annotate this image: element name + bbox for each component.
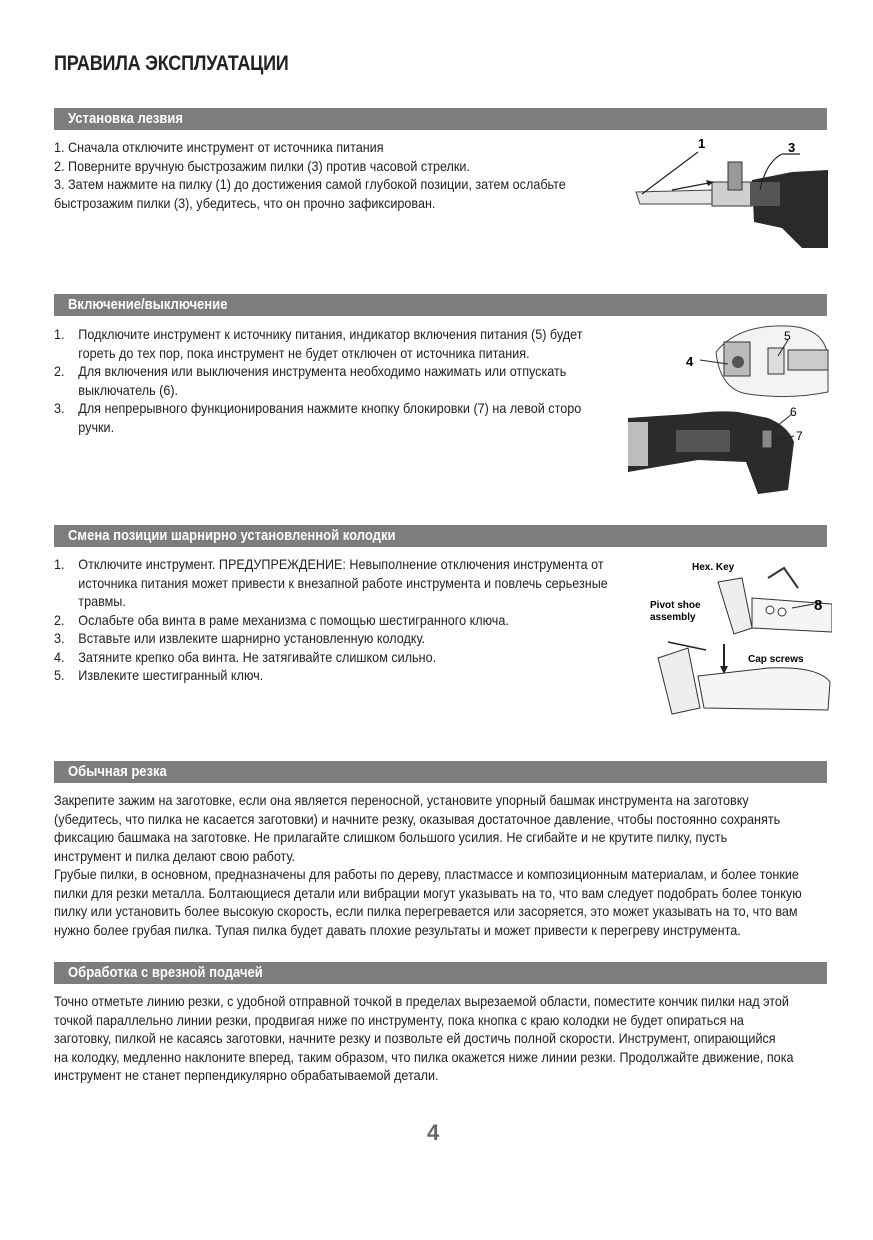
section-header-plunge-cutting [54,962,827,984]
text-line: фиксацию башмака на заготовке. Не прилагайте слишком большого усилия. Не сгибайте и не крутите пилку, пусть [54,829,728,845]
text-line: 1. Сначала отключите инструмент от источника питания [54,139,384,155]
text-line: инструмент и пилка делают свою работу. [54,847,296,864]
text-line: пилки для резки металла. Болтающиеся детали или вибрации могут указывать на то, что вам следует подобрать более тонкую [54,884,802,901]
list-item [54,648,608,667]
text-line: Точно отметьте линию резки, с удобной отправной точкой в пределах вырезаемой области, поместите кончик пилки над этой [54,993,789,1009]
section-heading: Обычная резка [68,764,167,780]
text-line: заготовку, пилкой не касаясь заготовки, начните резку и позвольте ей достичь полной скорости. Инструмент, опирающийся [54,1030,776,1046]
text-line: гореть до тех пор, пока инструмент не будет отключен от источника питания. [78,344,530,361]
text-line: ручки. [78,418,115,435]
figure-label: Pivot shoe [650,600,701,611]
list-number: 4. [54,648,65,665]
figure-label: Cap screws [748,654,804,665]
list-number: 2. [54,611,65,628]
section-body-normal-cutting [54,791,802,939]
section-heading: Обработка с врезной подачей [68,965,263,981]
figure-label: Hex. Key [692,562,735,573]
list-item [54,325,582,362]
list-number: 3. [54,400,65,416]
power-steps-list [54,325,582,436]
text-line: быстрозажим пилки (3), убедитесь, что он прочно зафиксирован. [54,194,436,211]
section-body-blade-install [54,138,566,212]
text-line: нужно более грубая пилка. Тупая пилка будет давать плохие результаты и может привести к перегреву инструмента. [54,921,741,938]
text-line: 2. Поверните вручную быстрозажим пилки (3) против часовой стрелки. [54,157,470,174]
text-line: 3. Затем нажмите на пилку (1) до достижения самой глубокой позиции, затем ослабьте [54,176,566,192]
pivot-shoe-illustration [648,558,832,718]
text-line: инструмент не станет перпендикулярно обрабатываемой детали. [54,1067,439,1083]
text-line: источника питания может привести к внезапной работе инструмента и повлечь серьезные [78,574,608,591]
section-header-power [54,294,827,316]
figure-label: 3 [788,140,796,155]
power-switch-illustration [628,322,830,494]
list-item [54,629,608,648]
list-number: 1. [54,326,65,342]
list-item [54,666,608,685]
text-line: на колодку, медленно наклоните вперед, таким образом, что пилка окажется ниже линии резки. Продолжайте движение, пока [54,1048,794,1065]
figure-label: 6 [790,405,797,419]
list-item [54,362,582,399]
figure-label: 1 [698,136,706,151]
figure-label: 5 [784,329,791,343]
list-number: 3. [54,630,65,646]
text-line: Для включения или выключения инструмента необходимо нажимать или отпускать [78,363,567,379]
pivot-shoe-steps-list [54,555,608,685]
list-item [54,555,608,611]
list-item [54,399,582,436]
blade-install-illustration [632,132,830,254]
text-line: Затяните крепко оба винта. Не затягивайте слишком сильно. [78,648,437,665]
text-line: Отключите инструмент. ПРЕДУПРЕЖДЕНИЕ: Невыполнение отключения инструмента от [78,556,604,572]
text-line: выключатель (6). [78,381,179,398]
figure-label: 7 [796,429,803,443]
list-number: 2. [54,363,65,379]
page-number: 4 [427,1120,440,1145]
text-line: Подключите инструмент к источнику питания, индикатор включения питания (5) будет [78,326,583,342]
text-line: травмы. [78,593,126,609]
figure-label: assembly [650,612,696,623]
section-header-normal-cutting [54,761,827,783]
section-body-plunge-cutting [54,992,793,1085]
list-item [54,611,608,630]
text-line: Извлеките шестигранный ключ. [78,667,264,683]
figure-label: 4 [686,354,694,369]
list-number: 5. [54,667,65,683]
text-line: пилку или установить более высокую скорость, если пилка перегревается или засоряется, это может указывать на то, что вам [54,903,798,919]
text-line: точкой параллельно линии резки, продвигая ниже по инструменту, пока кнопка с краю колодки не будет опираться на [54,1011,744,1028]
text-line: (убедитесь, что пилка не касается заготовки) и начните резку, оказывая достаточное давление, чтобы постоянно сохранять [54,810,781,827]
section-header-blade-install [54,108,827,130]
text-line: Закрепите зажим на заготовке, если она является переносной, установите упорный башмак инструмента на заготовку [54,792,749,808]
section-header-pivot-shoe [54,525,827,547]
text-line: Для непрерывного функционирования нажмите кнопку блокировки (7) на левой сторо [78,400,582,416]
text-line: Вставьте или извлеките шарнирно установленную колодку. [78,630,425,646]
section-heading: Установка лезвия [68,111,184,127]
text-line: Ослабьте оба винта в раме механизма с помощью шестигранного ключа. [78,611,509,628]
section-heading: Включение/выключение [68,297,228,313]
figure-label: 8 [814,597,823,614]
page-title: ПРАВИЛА ЭКСПЛУАТАЦИИ [54,52,289,75]
section-heading: Смена позиции шарнирно установленной колодки [68,528,396,544]
text-line: Грубые пилки, в основном, предназначены для работы по дереву, пластмассе и композиционным материалам, и более тонкие [54,866,799,882]
list-number: 1. [54,556,65,572]
